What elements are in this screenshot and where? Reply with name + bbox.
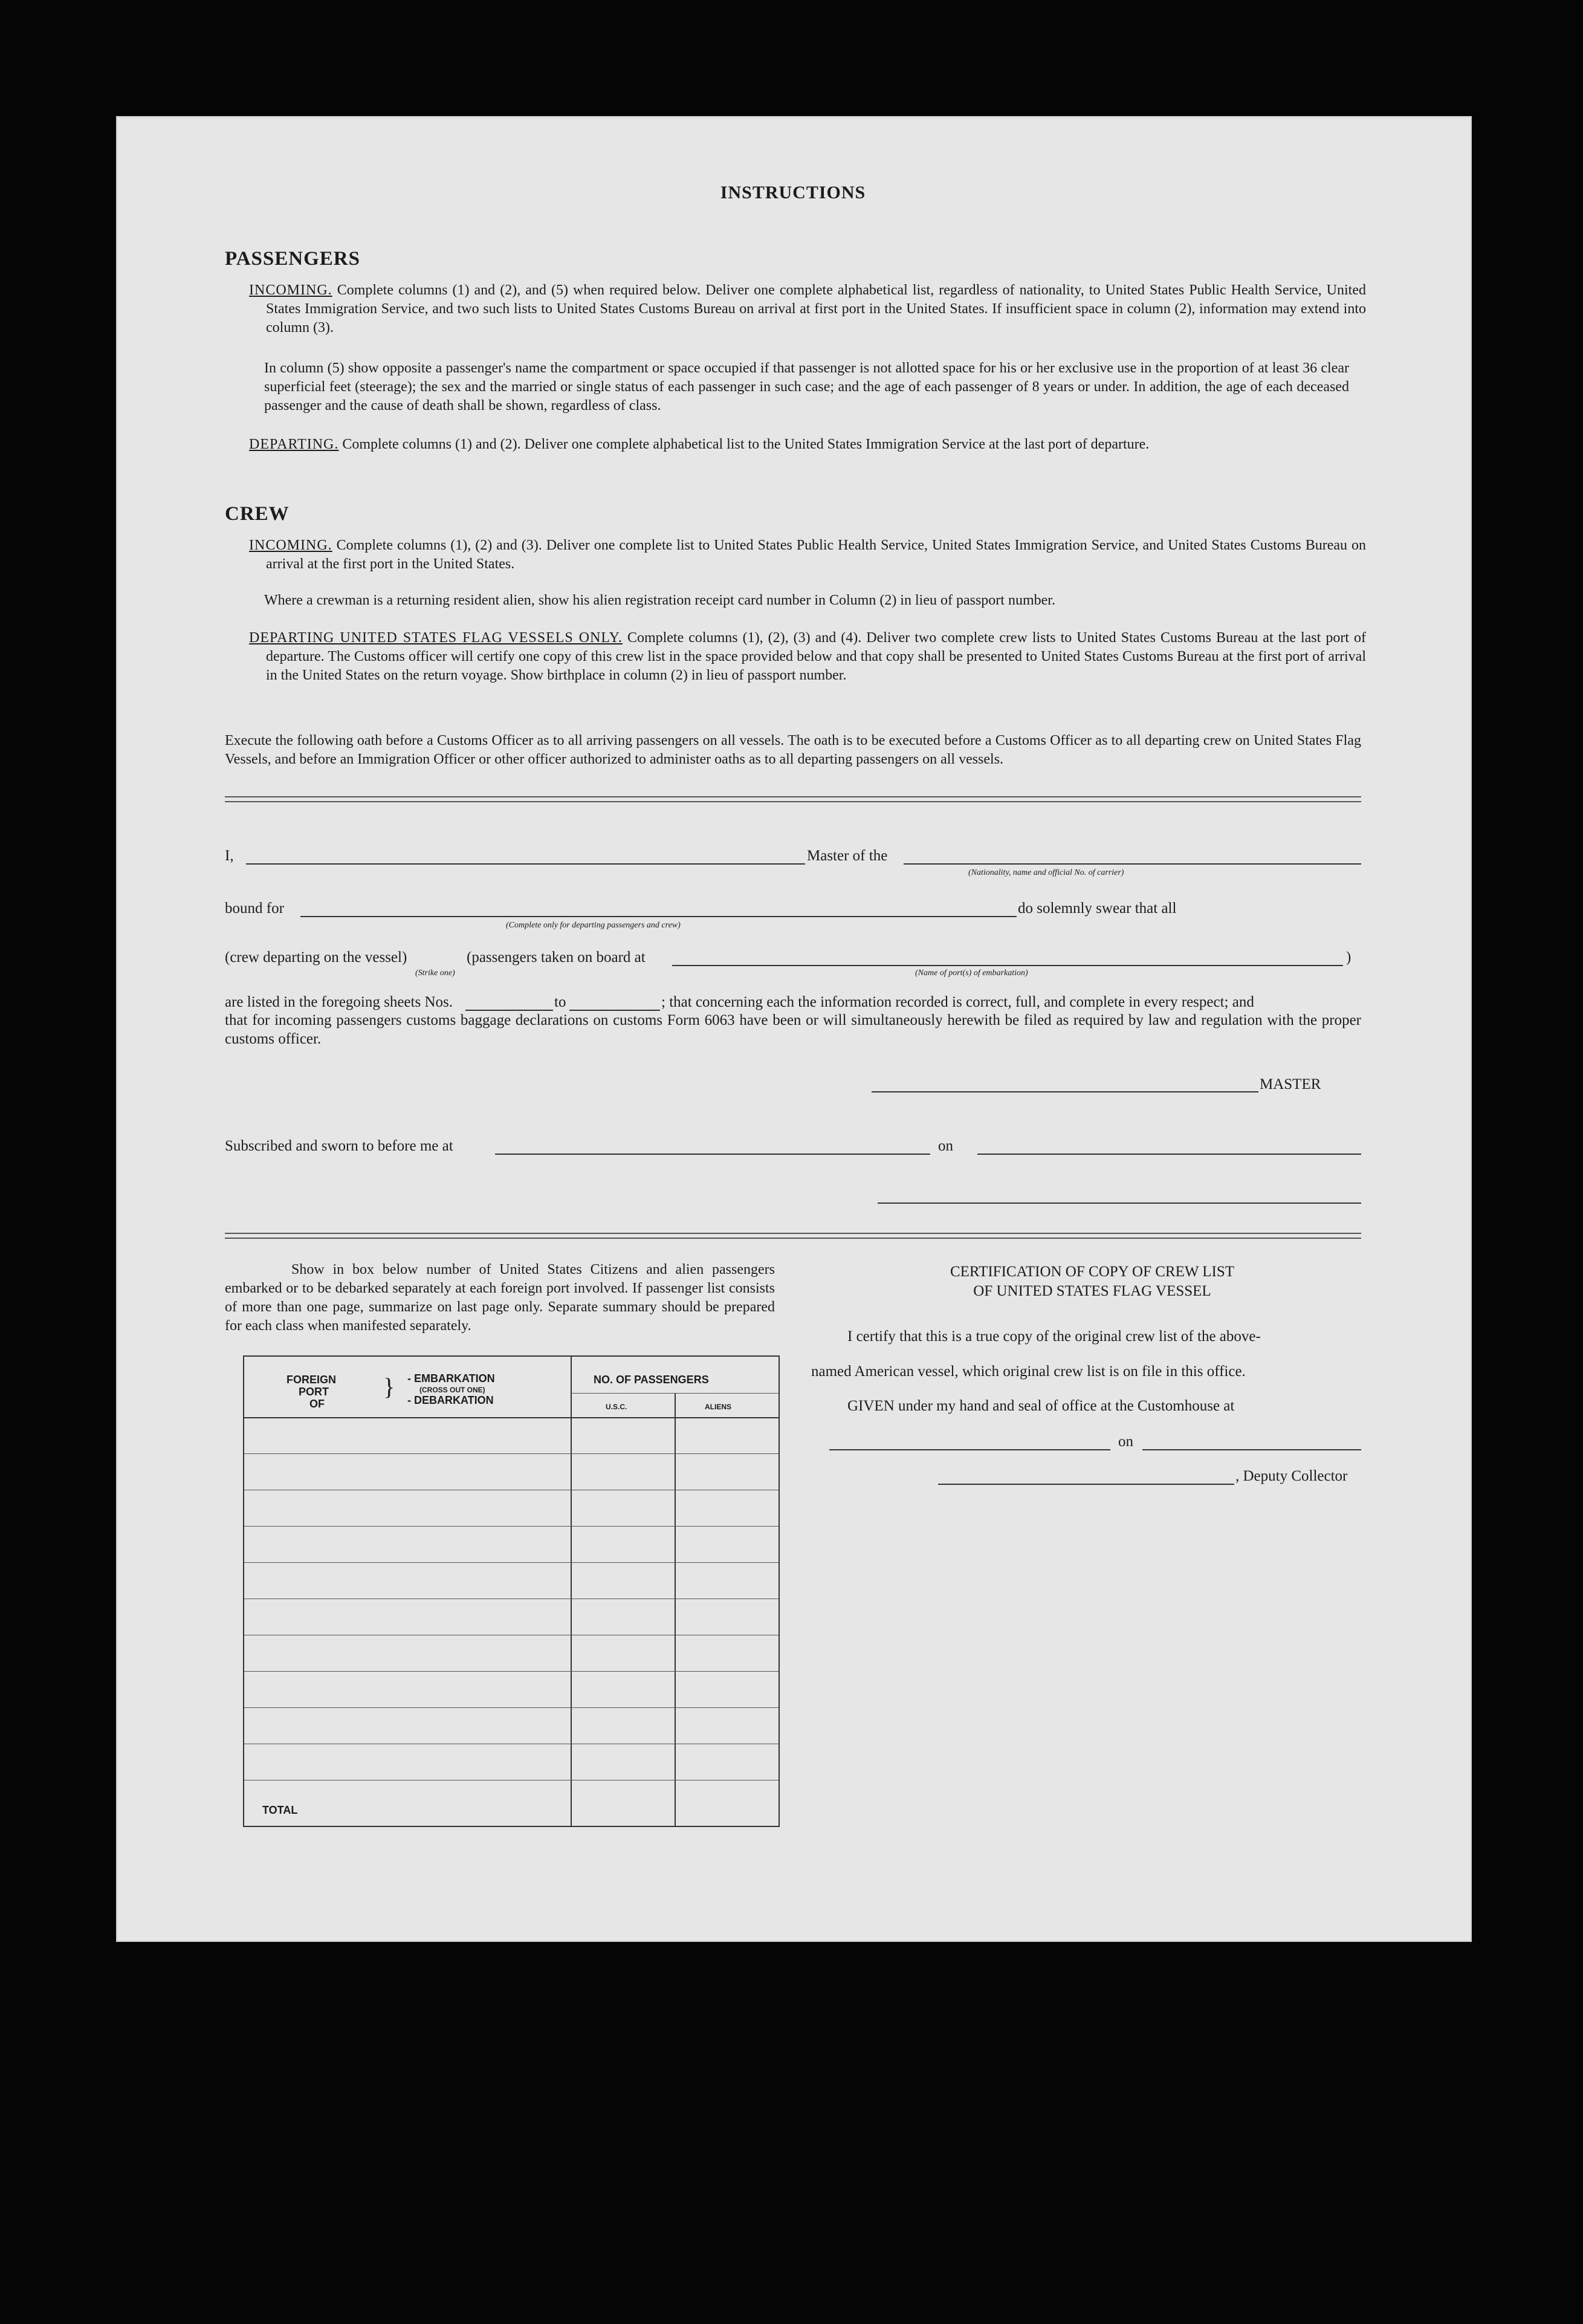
crew-incoming-text: Complete columns (1), (2) and (3). Deliver one complete list to United States Public Health Service, United States Immigration Service, and United States Customs Bureau on arrival at the first port in the United States. (266, 537, 1367, 572)
aliens-label: ALIENS (705, 1403, 732, 1411)
debark-label: - DEBARKATION (407, 1394, 494, 1406)
cross-out-label: (CROSS OUT ONE) (419, 1386, 485, 1394)
brace-glyph: } (383, 1373, 395, 1400)
subscribed-on: on (938, 1138, 953, 1154)
table-row-rule (244, 1562, 779, 1563)
master-signature-field[interactable] (872, 1091, 1258, 1092)
table-divider-2 (675, 1393, 676, 1826)
bound-for-field[interactable] (300, 916, 1017, 917)
oath-listed-a: are listed in the foregoing sheets Nos. (225, 994, 453, 1010)
double-rule-top (225, 796, 1361, 802)
subscribed-place-field[interactable] (495, 1154, 930, 1155)
table-divider-1 (571, 1357, 572, 1826)
col-of: OF (309, 1398, 325, 1410)
embark-label: - EMBARKATION (407, 1372, 495, 1384)
certification-line-1: I certify that this is a true copy of the original crew list of the above- (847, 1328, 1261, 1345)
crew-incoming-label: INCOMING. (249, 537, 332, 553)
subscribed-label: Subscribed and sworn to before me at (225, 1138, 453, 1154)
passengers-heading: PASSENGERS (225, 248, 360, 270)
summary-instructions: Show in box below number of United States Citizens and alien passengers embarked or to be debarked separately at each foreign port involved. If passenger list consists of more than one page, summarize on last page only. Separate summary should be prepared for each class when manifested separately. (225, 1262, 775, 1334)
table-subheader-rule (572, 1393, 779, 1394)
port-caption: (Name of port(s) of embarkation) (915, 969, 1028, 978)
col-port: PORT (299, 1386, 329, 1398)
certification-heading-2: OF UNITED STATES FLAG VESSEL (973, 1283, 1211, 1299)
embarkation-port-field[interactable] (672, 965, 1343, 966)
crew-departing-text: Complete columns (1), (2), (3) and (4). Deliver two complete crew lists to United States Customs Bureau at the last port of departure. The Customs officer will certify one copy of this crew list in the space provided below and that copy shall be presented to United States Customs Bureau at the first port of arrival in the United States on the return voyage. Show birthplace in column (2) in lieu of passport number. (266, 630, 1366, 683)
bound-caption: (Complete only for departing passengers and crew) (506, 921, 681, 930)
subscribed-date-field[interactable] (977, 1154, 1361, 1155)
master-name-field[interactable] (246, 863, 805, 865)
table-row-rule (244, 1526, 779, 1527)
certification-line-2: named American vessel, which original crew list is on file in this office. (811, 1363, 1246, 1380)
passengers-incoming (249, 281, 1366, 337)
oath-listed-b: ; that concerning each the information recorded is correct, full, and complete in every respect; and (661, 994, 1254, 1010)
carrier-caption: (Nationality, name and official No. of carrier) (968, 868, 1124, 877)
form-sheet (116, 116, 1472, 1942)
crew-incoming (249, 536, 1366, 574)
oath-intro: Execute the following oath before a Customs Officer as to all arriving passengers on all vessels. The oath is to be executed before a Customs Officer as to all departing crew on United States Flag Vessels, and before an Immigration Officer or other officer authorized to administer oaths as to all departing passengers on all vessels. (225, 733, 1361, 767)
total-label: TOTAL (262, 1804, 298, 1816)
certification-date-field[interactable] (1142, 1449, 1361, 1450)
oath-master-of: Master of the (807, 848, 888, 864)
oath-close-paren: ) (1346, 949, 1352, 966)
strike-caption: (Strike one) (415, 969, 455, 978)
passengers-column5: In column (5) show opposite a passenger's name the compartment or space occupied if that passenger is not allotted space for his or her exclusive use in the proportion of at least 36 clear superficial feet (steerage); the sex and the married or single status of each passenger in such case; and the age of each passenger of 8 years or under. In addition, the age of each deceased passenger and the cause of death shall be shown, regardless of class. (264, 360, 1349, 414)
officer-signature-field[interactable] (878, 1203, 1361, 1204)
table-row-rule (244, 1453, 779, 1454)
crew-departing (249, 629, 1366, 685)
passenger-summary-table (243, 1355, 780, 1827)
deputy-signature-field[interactable] (938, 1484, 1234, 1485)
oath-listed-to: to (554, 994, 566, 1010)
customhouse-field[interactable] (829, 1449, 1110, 1450)
master-label: MASTER (1260, 1076, 1321, 1092)
table-row-rule (244, 1671, 779, 1672)
crew-resident: Where a crewman is a returning resident alien, show his alien registration receipt card number in Column (2) in lieu of passport number. (264, 592, 1055, 608)
col-foreign: FOREIGN (286, 1374, 337, 1386)
passengers-departing-text: Complete columns (1) and (2). Deliver one complete alphabetical list to the United States Immigration Service at the last port of departure. (342, 437, 1150, 452)
oath-swear: do solemnly swear that all (1018, 900, 1177, 917)
oath-i: I, (225, 848, 234, 864)
crew-departing-label: DEPARTING UNITED STATES FLAG VESSELS ONLY. (249, 630, 623, 646)
oath-crew-departing: (crew departing on the vessel) (225, 949, 407, 966)
double-rule-bottom (225, 1233, 1361, 1239)
oath-bound-for: bound for (225, 900, 284, 917)
oath-passengers-taken: (passengers taken on board at (467, 949, 646, 966)
passengers-departing (249, 435, 1366, 454)
passengers-label: NO. OF PASSENGERS (594, 1374, 709, 1386)
page-title: INSTRUCTIONS (720, 183, 866, 203)
certification-line-3: GIVEN under my hand and seal of office at the Customhouse at (847, 1398, 1235, 1414)
oath-listed-c: that for incoming passengers customs baggage declarations on customs Form 6063 have been or will simultaneously herewith be filed as required by law and regulation with the proper customs officer. (225, 1012, 1361, 1047)
certification-heading-1: CERTIFICATION OF COPY OF CREW LIST (950, 1264, 1235, 1280)
passengers-departing-label: DEPARTING. (249, 437, 339, 452)
carrier-field[interactable] (904, 863, 1361, 865)
deputy-collector-label: , Deputy Collector (1235, 1468, 1348, 1484)
certification-on: on (1118, 1433, 1133, 1450)
crew-heading: CREW (225, 503, 290, 525)
table-header-rule (244, 1417, 779, 1418)
passengers-incoming-label: INCOMING. (249, 282, 332, 298)
usc-label: U.S.C. (606, 1403, 627, 1411)
passengers-incoming-text: Complete columns (1) and (2), and (5) when required below. Deliver one complete alphabetical list, regardless of nationality, to United States Public Health Service, United States Immigration Service, and two such lists to United States Customs Bureau on arrival at first port in the United States. If insufficient space in column (2), information may extend into column (3). (266, 282, 1367, 336)
table-row-rule (244, 1707, 779, 1708)
